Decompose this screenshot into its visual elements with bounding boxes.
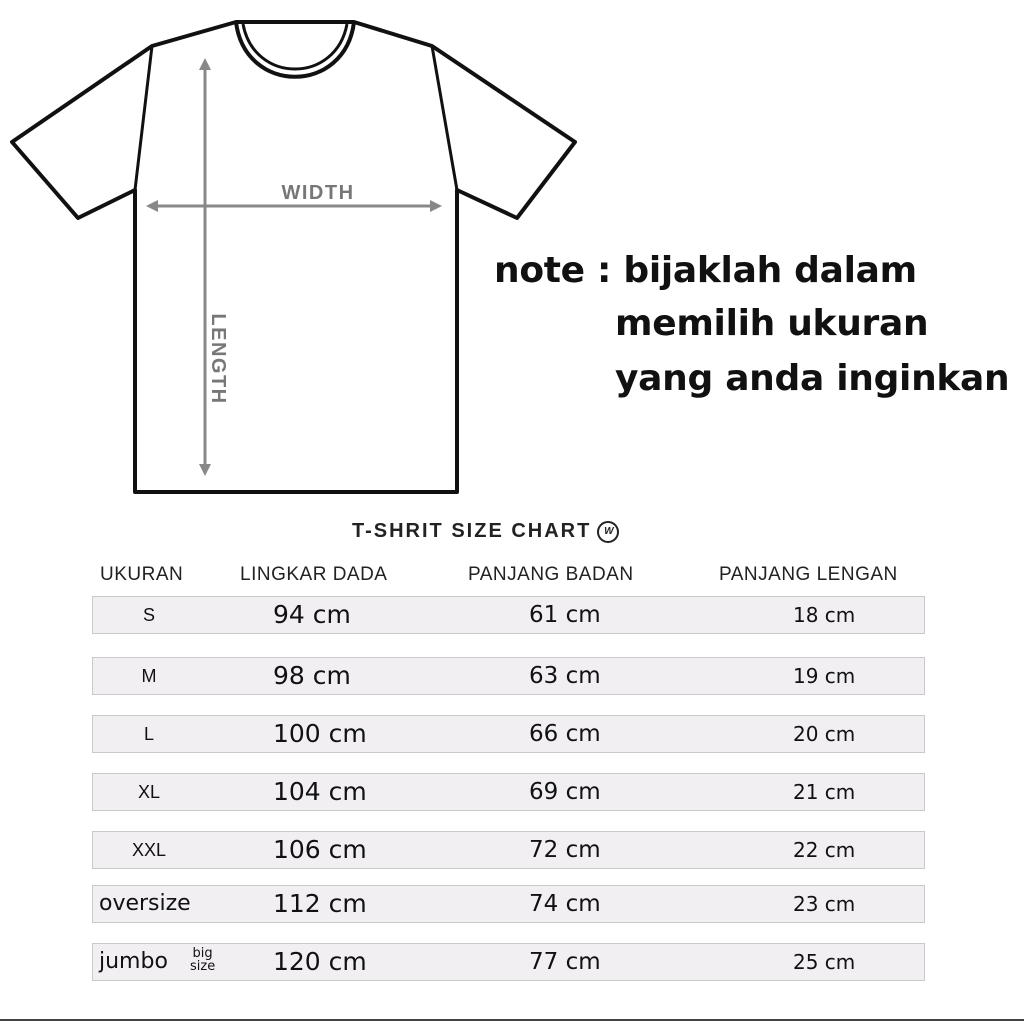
cell-lingkar-dada: 98 cm — [273, 661, 351, 690]
jumbo-sup-big: big — [192, 946, 213, 961]
cell-lingkar-dada: 94 cm — [273, 600, 351, 629]
cell-lingkar-dada: 106 cm — [273, 835, 367, 864]
cell-panjang-lengan: 18 cm — [793, 603, 856, 627]
cell-panjang-badan: 74 cm — [529, 891, 601, 917]
cell-panjang-lengan: 19 cm — [793, 664, 856, 688]
table-row — [92, 943, 925, 981]
cell-lingkar-dada: 100 cm — [273, 719, 367, 748]
cell-panjang-lengan: 22 cm — [793, 838, 856, 862]
header-lingkar-dada: LINGKAR DADA — [240, 564, 388, 585]
brand-logo-icon: W — [597, 521, 619, 543]
cell-panjang-badan: 66 cm — [529, 721, 601, 747]
cell-panjang-lengan: 25 cm — [793, 950, 856, 974]
table-row — [92, 715, 925, 753]
size-chart-title — [352, 520, 619, 543]
table-row — [92, 885, 925, 923]
size-chart-title-text: T-SHRIT SIZE CHART — [352, 520, 592, 542]
table-row — [92, 831, 925, 869]
table-row — [92, 773, 925, 811]
header-ukuran: UKURAN — [100, 564, 184, 585]
length-label: LENGTH — [207, 313, 229, 405]
cell-panjang-lengan: 23 cm — [793, 892, 856, 916]
cell-panjang-badan: 69 cm — [529, 779, 601, 805]
cell-panjang-lengan: 21 cm — [793, 780, 856, 804]
header-panjang-lengan: PANJANG LENGAN — [719, 564, 898, 585]
cell-panjang-badan: 77 cm — [529, 949, 601, 975]
cell-panjang-badan: 72 cm — [529, 837, 601, 863]
cell-size: M — [141, 666, 157, 686]
note-line-1: note : bijaklah dalam — [494, 250, 917, 291]
cell-size: L — [143, 724, 154, 744]
cell-size: oversize — [99, 891, 191, 916]
jumbo-superscript — [190, 947, 215, 973]
cell-size: XXL — [131, 840, 167, 860]
cell-panjang-lengan: 20 cm — [793, 722, 856, 746]
cell-size: XL — [137, 782, 161, 802]
width-label: WIDTH — [281, 182, 355, 204]
table-row — [92, 657, 925, 695]
cell-panjang-badan: 61 cm — [529, 602, 601, 628]
cell-lingkar-dada: 120 cm — [273, 947, 367, 976]
cell-lingkar-dada: 104 cm — [273, 777, 367, 806]
cell-lingkar-dada: 112 cm — [273, 889, 367, 918]
bottom-divider — [0, 1019, 1024, 1021]
table-row — [92, 596, 925, 634]
tshirt-outline — [12, 22, 575, 492]
header-panjang-badan: PANJANG BADAN — [468, 564, 634, 585]
cell-size: S — [142, 605, 155, 625]
note-line-2: memilih ukuran — [615, 303, 929, 344]
cell-panjang-badan: 63 cm — [529, 663, 601, 689]
jumbo-sup-size: size — [190, 959, 216, 974]
cell-size: jumbo — [99, 949, 168, 974]
note-line-3: yang anda inginkan — [615, 358, 1010, 399]
